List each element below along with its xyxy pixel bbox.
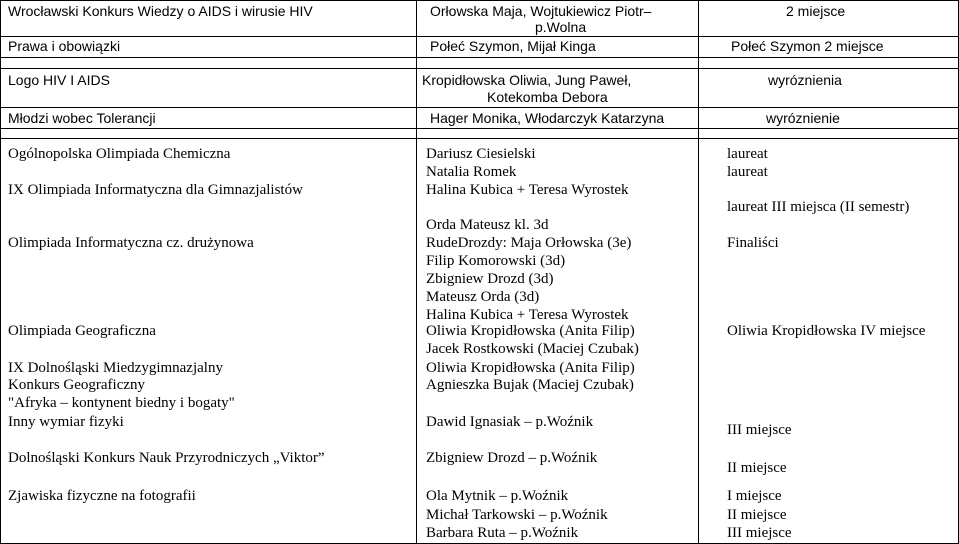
row-divider bbox=[0, 128, 959, 129]
row-divider bbox=[0, 107, 959, 108]
participant-name: Dawid Ignasiak – p.Woźnik bbox=[426, 414, 594, 430]
result-text: laureat bbox=[727, 164, 768, 180]
competition-name: Olimpiada Geograficzna bbox=[8, 323, 156, 339]
participant-name: Halina Kubica + Teresa Wyrostek bbox=[426, 182, 629, 198]
column-divider bbox=[0, 0, 1, 544]
competition-name: IX Dolnośląski Miedzygimnazjalny bbox=[8, 360, 223, 376]
participant-name: Jacek Rostkowski (Maciej Czubak) bbox=[426, 341, 639, 357]
competition-name: Prawa i obowiązki bbox=[8, 38, 121, 54]
participant-name: RudeDrozdy: Maja Orłowska (3e) bbox=[426, 235, 632, 251]
row-divider bbox=[0, 68, 959, 69]
row-divider bbox=[0, 36, 959, 37]
participant-name: Hager Monika, Włodarczyk Katarzyna bbox=[430, 110, 665, 126]
competition-name: Ogólnopolska Olimpiada Chemiczna bbox=[8, 146, 231, 162]
participant-name: Zbigniew Drozd (3d) bbox=[426, 271, 554, 287]
result-text: I miejsce bbox=[727, 488, 782, 504]
competition-name: Olimpiada Informatyczna cz. drużynowa bbox=[8, 235, 254, 251]
participant-name: Oliwia Kropidłowska (Anita Filip) bbox=[426, 360, 635, 376]
participant-name: Michał Tarkowski – p.Woźnik bbox=[426, 507, 608, 523]
result-text: Oliwia Kropidłowska IV miejsce bbox=[727, 323, 926, 339]
participant-name: Połeć Szymon, Mijał Kinga bbox=[430, 38, 596, 54]
result-text: Połeć Szymon 2 miejsce bbox=[731, 38, 884, 54]
row-divider bbox=[0, 57, 959, 58]
participant-name: Halina Kubica + Teresa Wyrostek bbox=[426, 307, 629, 323]
competition-name: IX Olimpiada Informatyczna dla Gimnazjalistów bbox=[8, 182, 303, 198]
participant-name: Mateusz Orda (3d) bbox=[426, 289, 540, 305]
participant-name: Kropidłowska Oliwia, Jung Paweł, bbox=[422, 72, 632, 88]
result-text: 2 miejsce bbox=[786, 3, 846, 19]
competition-name: Konkurs Geograficzny bbox=[8, 377, 146, 393]
participant-name: Agnieszka Bujak (Maciej Czubak) bbox=[426, 377, 634, 393]
participant-name: p.Wolna bbox=[535, 19, 587, 35]
table-border-top bbox=[0, 0, 959, 1]
participant-name: Oliwia Kropidłowska (Anita Filip) bbox=[426, 323, 635, 339]
result-text: II miejsce bbox=[727, 460, 787, 476]
column-divider bbox=[416, 0, 417, 544]
competition-name: Zjawiska fizyczne na fotografii bbox=[8, 488, 196, 504]
result-text: II miejsce bbox=[727, 507, 787, 523]
result-text: III miejsce bbox=[727, 422, 792, 438]
result-text: wyróznienia bbox=[768, 72, 842, 88]
participant-name: Zbigniew Drozd – p.Woźnik bbox=[426, 450, 598, 466]
participant-name: Dariusz Ciesielski bbox=[426, 146, 536, 162]
participant-name: Orda Mateusz kl. 3d bbox=[426, 217, 549, 233]
result-text: Finaliści bbox=[727, 235, 779, 251]
participant-name: Filip Komorowski (3d) bbox=[426, 253, 566, 269]
competition-name: Wrocławski Konkurs Wiedzy o AIDS i wirusie HIV bbox=[8, 3, 313, 19]
row-divider bbox=[0, 138, 959, 139]
result-text: laureat bbox=[727, 146, 768, 162]
participant-name: Orłowska Maja, Wojtukiewicz Piotr– bbox=[430, 3, 652, 19]
competition-name: Inny wymiar fizyki bbox=[8, 414, 124, 430]
column-divider bbox=[698, 0, 699, 544]
result-text: III miejsce bbox=[727, 525, 792, 541]
result-text: laureat III miejsca (II semestr) bbox=[727, 199, 910, 215]
result-text: wyróznienie bbox=[766, 110, 840, 126]
competition-name: Dolnośląski Konkurs Nauk Przyrodniczych „Viktor” bbox=[8, 450, 325, 466]
competition-name: "Afryka – kontynent biedny i bogaty" bbox=[8, 395, 235, 411]
participant-name: Kotekomba Debora bbox=[487, 89, 608, 105]
participant-name: Natalia Romek bbox=[426, 164, 517, 180]
participant-name: Ola Mytnik – p.Woźnik bbox=[426, 488, 569, 504]
participant-name: Barbara Ruta – p.Woźnik bbox=[426, 525, 579, 541]
competition-name: Logo HIV I AIDS bbox=[8, 72, 110, 88]
competition-name: Młodzi wobec Tolerancji bbox=[8, 110, 156, 126]
